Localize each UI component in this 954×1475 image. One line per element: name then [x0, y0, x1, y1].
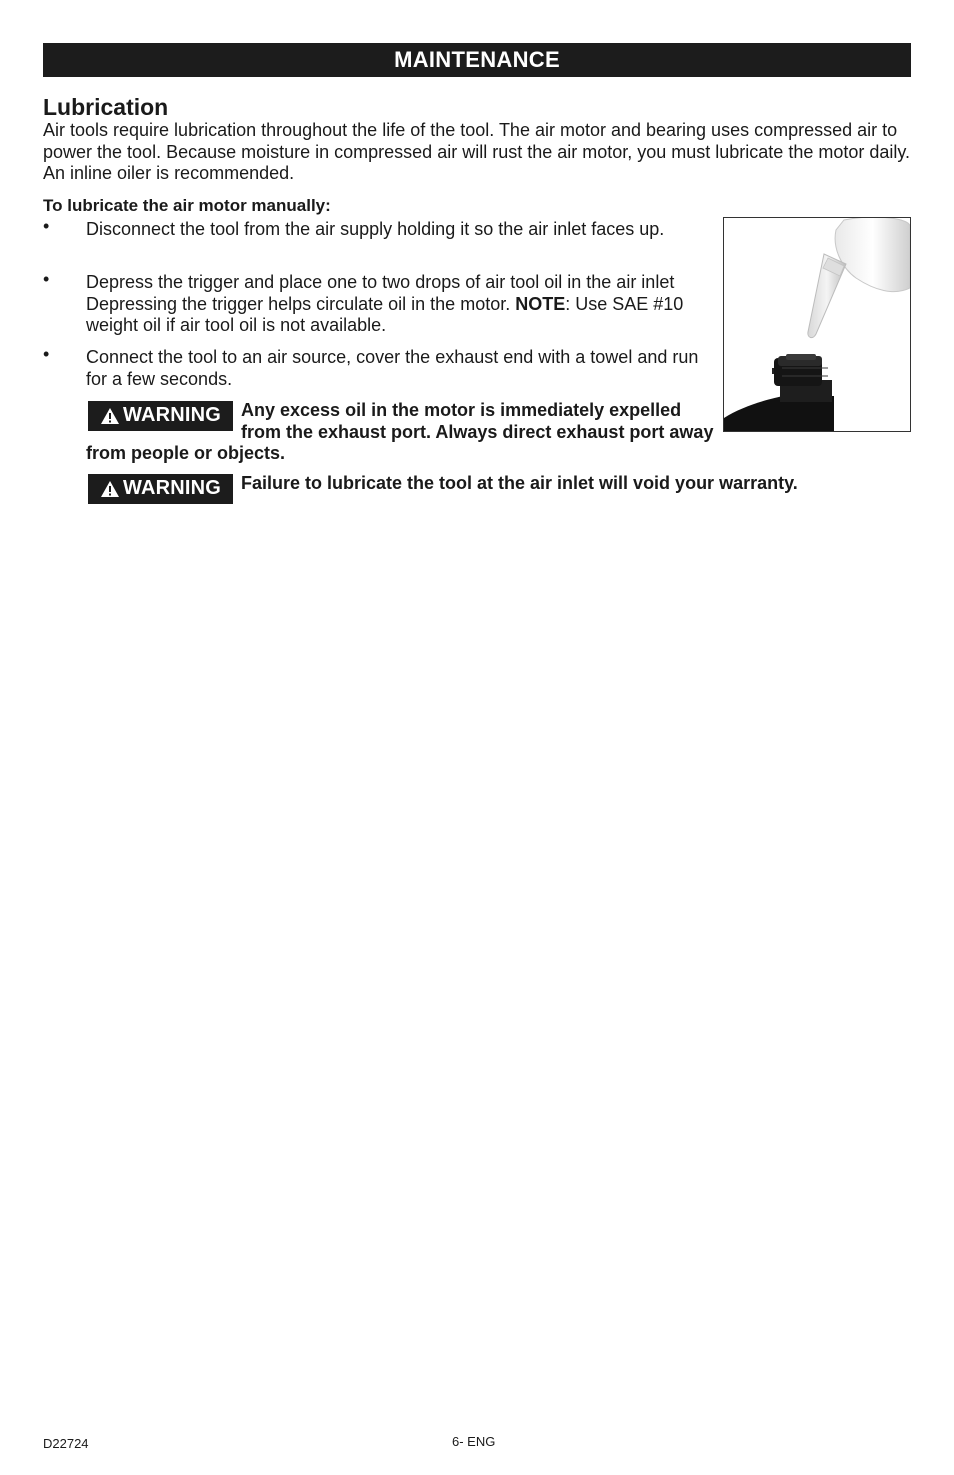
model-number: D22724 — [43, 1436, 89, 1451]
section-heading: Lubrication — [43, 94, 169, 120]
warning-badge — [88, 474, 233, 504]
warning-block — [86, 473, 886, 506]
note-label: NOTE — [515, 293, 566, 314]
list-item — [43, 216, 713, 241]
bullet-icon: • — [43, 269, 50, 289]
list-item-text: Disconnect the tool from the air supply holding it so the air inlet faces up. — [86, 219, 665, 239]
bullet-icon: • — [43, 344, 50, 364]
step-text-before: Depress the trigger and place one to two drops of air tool oil in the air inlet Depressing the trigger helps circulate oil in the motor. — [86, 272, 675, 314]
procedure-subheading: To lubricate the air motor manually: — [43, 196, 331, 215]
oiling-photo — [723, 217, 911, 432]
warning-triangle-icon — [100, 407, 120, 425]
page-number: 6- ENG — [452, 1434, 496, 1449]
warning-label: WARNING — [122, 404, 222, 427]
warning-label: WARNING — [122, 477, 222, 500]
list-item — [43, 269, 713, 337]
bullet-icon: • — [43, 216, 50, 236]
warning-text: Any excess oil in the motor is immediately expelled from the exhaust port. Always direct exhaust port away from people or objects. — [86, 400, 714, 463]
warning-block — [86, 400, 716, 465]
section-banner — [43, 43, 911, 77]
banner-title: MAINTENANCE — [394, 47, 560, 72]
warning-triangle-icon — [100, 480, 120, 498]
oil-bottle-illustration — [724, 218, 910, 431]
list-item — [43, 344, 713, 390]
list-item-text — [86, 272, 713, 337]
step-text-after: : Use SAE #10 weight oil if air tool oil is not available. — [86, 293, 684, 335]
intro-paragraph: Air tools require lubrication throughout the life of the tool. The air motor and bearing uses compressed air to power the tool. Because moisture in compressed air will rust the air motor, you must lubricate the motor daily. An inline oiler is recommended. — [43, 120, 911, 183]
list-item-text: Connect the tool to an air source, cover the exhaust end with a towel and run for a few seconds. — [86, 347, 699, 389]
warning-badge — [88, 401, 233, 431]
warning-text: Failure to lubricate the tool at the air inlet will void your warranty. — [241, 473, 798, 493]
